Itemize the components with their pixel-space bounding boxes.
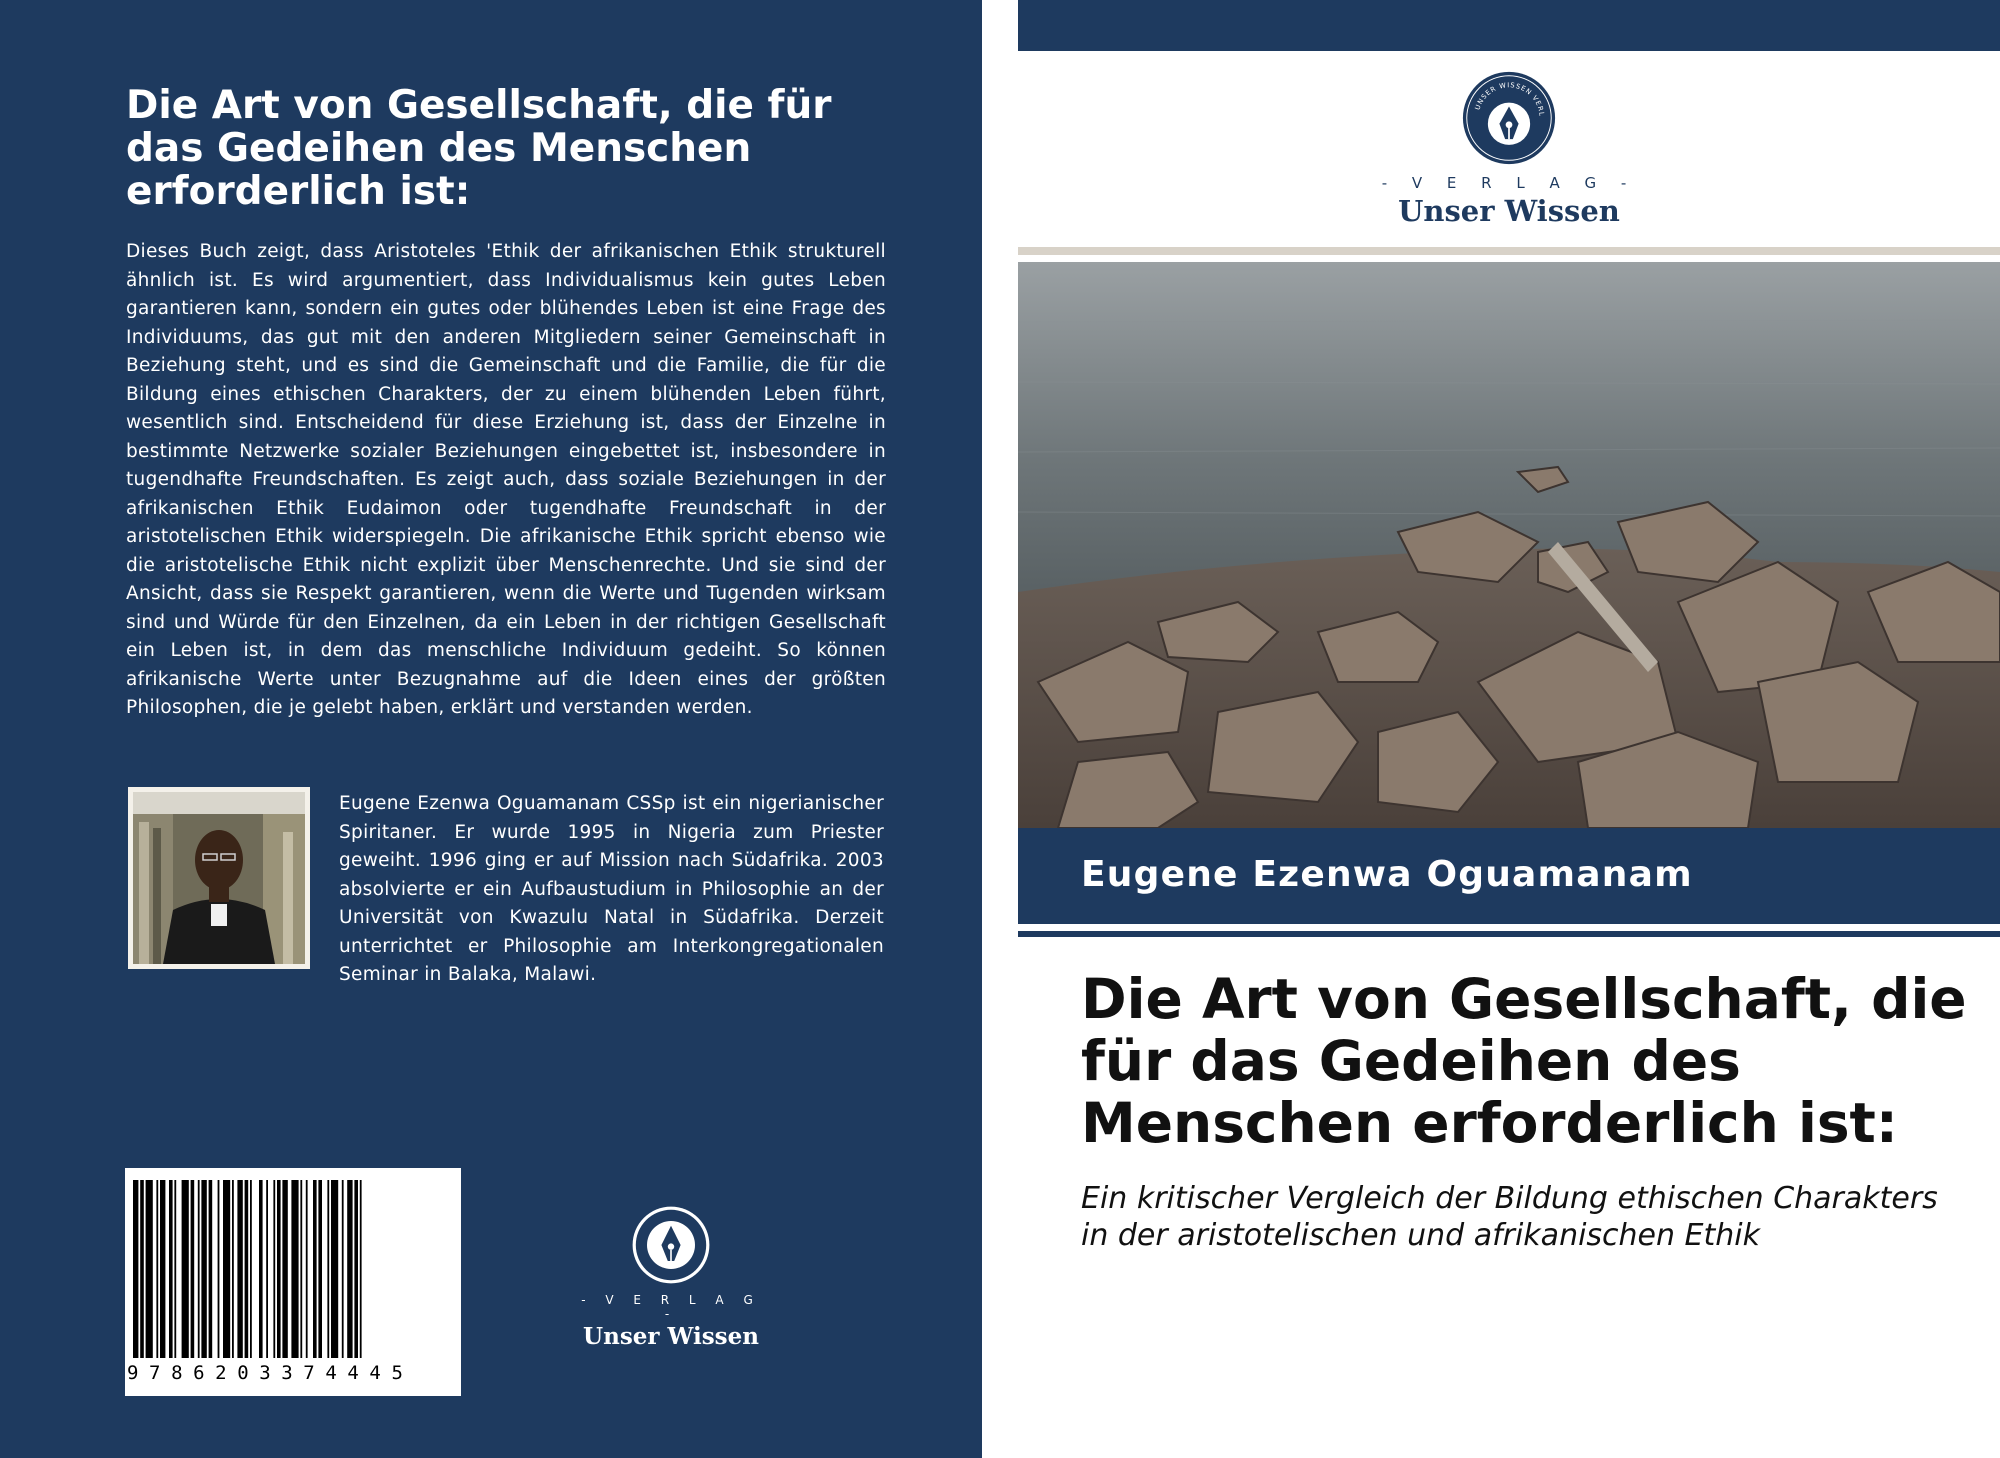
author-photo	[128, 787, 310, 969]
isbn-digits: 9786203374445	[127, 1362, 414, 1384]
lake-shore-image	[1018, 262, 2000, 828]
back-cover	[0, 0, 982, 1458]
back-cover-blurb: Dieses Buch zeigt, dass Aristoteles 'Ethik der afrikanischen Ethik strukturell ähnlich ist. Es wird argumentiert, dass Individualismus kein gutes Leben garantieren kann, sondern ein gutes oder blühendes Leben ist eine Frage des Individuums, das gut mit den anderen Mitgliedern seiner Gemeinschaft in Beziehung steht, und es sind die Gemeinschaft und die Familie, die für die Bildung eines ethischen Charakters, der zu einem blühenden Leben führt, wesentlich sind. Entscheidend für diese Erziehung ist, dass der Einzelne in bestimmte Netzwerke sozialer Beziehungen eingebettet ist, insbesondere in tugendhafte Freundschaften. Es zeigt auch, dass soziale Beziehungen in der afrikanischen Ethik Eudaimon oder tugendhafte Freundschaft in der aristotelischen Ethik widerspiegeln. Die afrikanische Ethik spricht ebenso wie die aristotelische Ethik nicht explizit über Menschenrechte. Und sie sind der Ansicht, dass sie Respekt garantieren, wenn die Werte und Tugenden wirksam sind und Würde für den Einzelnen, da ein Leben in der richtigen Gesellschaft ein Leben ist, in dem das menschliche Individuum gedeiht. So können afrikanische Werte unter Bezugnahme auf die Ideen eines der größten Philosophen, die je gelebt haben, erklärt und verstanden werden.	[126, 241, 886, 718]
front-author-name: Eugene Ezenwa Oguamanam	[1081, 854, 1693, 895]
fountain-pen-seal-icon	[631, 1205, 711, 1285]
author-bio: Eugene Ezenwa Oguamanam CSSp ist ein nigerianischer Spiritaner. Er wurde 1995 in Nigeria zum Priester geweiht. 1996 ging er auf Mission nach Südafrika. 2003 absolvierte er ein Aufbaustudium in Philosophie an der Universität von Kwazulu Natal in Südafrika. Derzeit unterrichtet er Philosophie am Interkongregationalen Seminar in Balaka, Malawi.	[339, 793, 884, 985]
front-cover	[1018, 0, 2000, 1458]
publisher-logo-back	[576, 1205, 766, 1350]
author-portrait-image	[133, 792, 305, 964]
spine	[982, 0, 1018, 1458]
seal-text: UNSER WISSEN VERL	[1473, 81, 1546, 118]
publisher-verlag-label-back: - V E R L A G -	[581, 1293, 761, 1321]
front-cover-title: Die Art von Gesellschaft, die für das Gedeihen des Menschen erforderlich ist:	[1081, 967, 1967, 1155]
front-cover-subtitle: Ein kritischer Vergleich der Bildung ethischen Charakters in der aristotelischen und afrikanischen Ethik	[1081, 1181, 1938, 1253]
back-cover-title: Die Art von Gesellschaft, die für das Gedeihen des Menschen erforderlich ist:	[126, 83, 832, 214]
author-band	[1018, 828, 2000, 924]
cover-photo-lake-rocks	[1018, 262, 2000, 828]
fountain-pen-seal-icon	[1461, 70, 1557, 166]
isbn-barcode	[125, 1168, 461, 1396]
publisher-name: Unser Wissen	[1398, 194, 1620, 228]
publisher-verlag-label: - V E R L A G -	[1381, 174, 1637, 192]
band-rule	[1018, 931, 2000, 937]
publisher-name-back: Unser Wissen	[583, 1323, 759, 1350]
front-top-bar	[1018, 0, 2000, 51]
publisher-logo-front	[1378, 70, 1640, 228]
photo-top-rule	[1018, 247, 2000, 255]
